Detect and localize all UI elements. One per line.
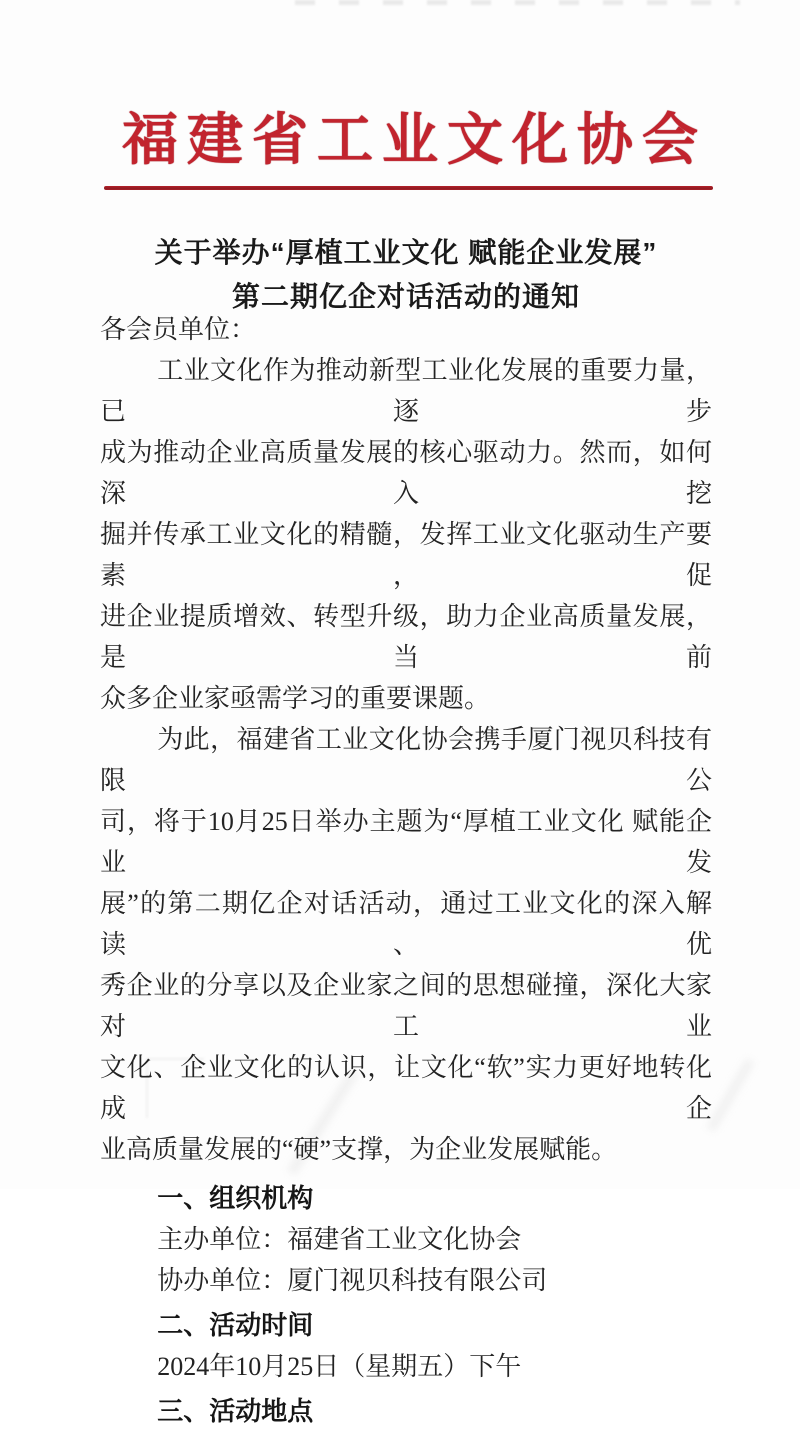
paragraph2-line: 文化、企业文化的认识，让文化“软”实力更好地转化成企 [100,1053,712,1123]
letterhead-org-name: 福建省工业文化协会 [122,110,707,172]
scan-artifact-top-edge [295,0,740,5]
section-heading-organization: 一、组织机构 [157,1183,314,1213]
notice-body [100,309,712,1432]
paragraph1-line: 进企业提质增效、转型升级，助力企业高质量发展，是当前 [100,602,712,672]
paragraph2-line: 秀企业的分享以及企业家之间的思想碰撞，深化大家对工业 [100,971,712,1041]
paragraph1-line: 工业文化作为推动新型工业化发展的重要力量，已逐步 [100,356,712,426]
notice-title-line-2: 第二期亿企对话活动的通知 [231,281,580,312]
section-heading-location: 三、活动地点 [157,1396,314,1426]
paragraph2-line: 为此，福建省工业文化协会携手厦门视贝科技有限公 [100,725,712,795]
notice-title [100,231,712,319]
notice-title-line-1: 关于举办“厚植工业文化 赋能企业发展” [154,237,658,268]
paragraph2-line: 展”的第二期亿企对话活动，通过工业文化的深入解读、优 [100,889,712,959]
letterhead-rule [104,186,713,190]
section-heading-time: 二、活动时间 [157,1310,314,1340]
scan-artifact-bottom-right [707,1058,755,1132]
host-unit-line: 主办单位：福建省工业文化协会 [157,1225,522,1254]
paragraph1-line: 掘并传承工业文化的精髓，发挥工业文化驱动生产要素，促 [100,520,712,590]
paragraph2-line: 司，将于10月25日举办主题为“厚植工业文化 赋能企业发 [100,807,712,877]
co-host-unit-line: 协办单位：厦门视贝科技有限公司 [157,1266,548,1295]
paragraph2-line: 业高质量发展的“硬”支撑，为企业发展赋能。 [100,1135,618,1164]
salutation: 各会员单位： [100,315,257,344]
paragraph1-line: 成为推动企业高质量发展的核心驱动力。然而，如何深入挖 [100,438,712,508]
event-date-line: 2024年10月25日（星期五）下午 [157,1352,522,1381]
paragraph1-line: 众多企业家亟需学习的重要课题。 [100,684,491,713]
